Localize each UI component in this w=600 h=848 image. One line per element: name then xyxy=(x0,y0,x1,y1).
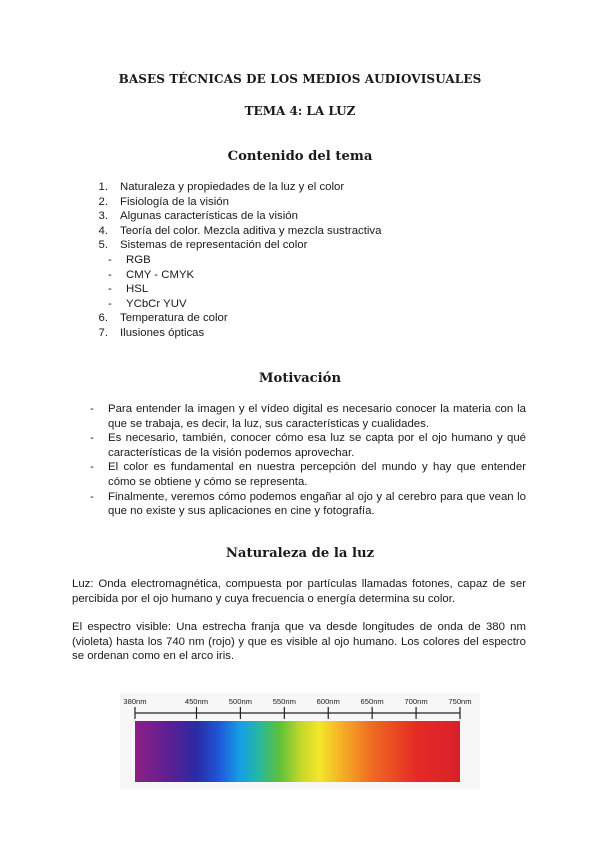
dash-bullet: - xyxy=(90,432,94,445)
list-item: 2. Fisiología de la visión xyxy=(98,195,229,208)
dash-bullet: - xyxy=(90,403,94,415)
sublist-item: - HSL xyxy=(0,282,524,297)
document-title: BASES TÉCNICAS DE LOS MEDIOS AUDIOVISUALES xyxy=(118,72,482,86)
spectrum-tick-label: 700nm xyxy=(404,697,428,706)
sublist-item: - RGB xyxy=(0,253,524,268)
list-item: 6. Temperatura de color xyxy=(98,312,228,325)
spectrum-tick-label: 450nm xyxy=(184,697,209,706)
list-item: 7. Ilusiones ópticas xyxy=(98,326,205,339)
list-item: 5. Sistemas de representación del color xyxy=(98,239,308,252)
list-item: - Para entender la imagen y el vídeo digital es necesario conocer la materia con la que se trabaja, es decir, la luz, sus características y cualidades. xyxy=(90,403,526,430)
list-item: - El color es fundamental en nuestra percepción del mundo y hay que entender cómo se obtiene y cómo se representa. xyxy=(90,461,526,488)
nature-text xyxy=(72,577,526,664)
spectrum-tick-label: 750nm xyxy=(448,697,472,706)
list-item: - Finalmente, veremos cómo podemos engañar al ojo y al cerebro para que vean lo que no existe y sus aplicaciones en cine y fotografía. xyxy=(90,490,526,518)
motivation-list xyxy=(90,402,526,519)
visible-spectrum-paragraph: El espectro visible: Una estrecha franja que va desde longitudes de onda de 380 nm (violeta) hasta los 740 nm (rojo) y que es visible al ojo humano. Los colores del espectro se ordenan como en el arco iris. xyxy=(72,621,526,663)
visible-spectrum-figure xyxy=(120,693,480,789)
spectrum-tick-label: 600nm xyxy=(316,697,340,706)
spectrum-chart xyxy=(120,693,480,789)
sublist-item: - CMY - CMYK xyxy=(0,268,524,283)
list-item: 4. Teoría del color. Mezcla aditiva y mezcla sustractiva xyxy=(98,224,382,237)
contents-list xyxy=(84,180,524,341)
list-item: - Es necesario, también, conocer cómo esa luz se capta por el ojo humano y qué características de la visión podemos aprovechar. xyxy=(90,432,526,459)
contents-heading: Contenido del tema xyxy=(227,149,373,164)
dash-bullet: - xyxy=(90,461,94,474)
spectrum-tick-label: 380nm xyxy=(123,697,147,706)
sublist-item: - YCbCr YUV xyxy=(0,297,524,312)
spectrum-tick-label: 650nm xyxy=(360,697,384,706)
spectrum-bar xyxy=(135,721,460,782)
dash-bullet: - xyxy=(90,490,94,503)
spectrum-tick-label: 550nm xyxy=(272,697,296,706)
list-item: 1. Naturaleza y propiedades de la luz y el color xyxy=(98,181,345,193)
nature-heading: Naturaleza de la luz xyxy=(225,546,375,561)
light-definition-paragraph: Luz: Onda electromagnética, compuesta por partículas llamadas fotones, capaz de ser percibida por el ojo humano y cuya frecuencia o energía determina su color. xyxy=(72,578,526,605)
color-systems-sublist xyxy=(0,253,524,311)
motivation-heading: Motivación xyxy=(258,371,342,386)
document-subtitle: TEMA 4: LA LUZ xyxy=(244,104,356,118)
spectrum-tick-label: 500nm xyxy=(228,697,253,706)
list-item: 3. Algunas características de la visión xyxy=(98,210,298,223)
